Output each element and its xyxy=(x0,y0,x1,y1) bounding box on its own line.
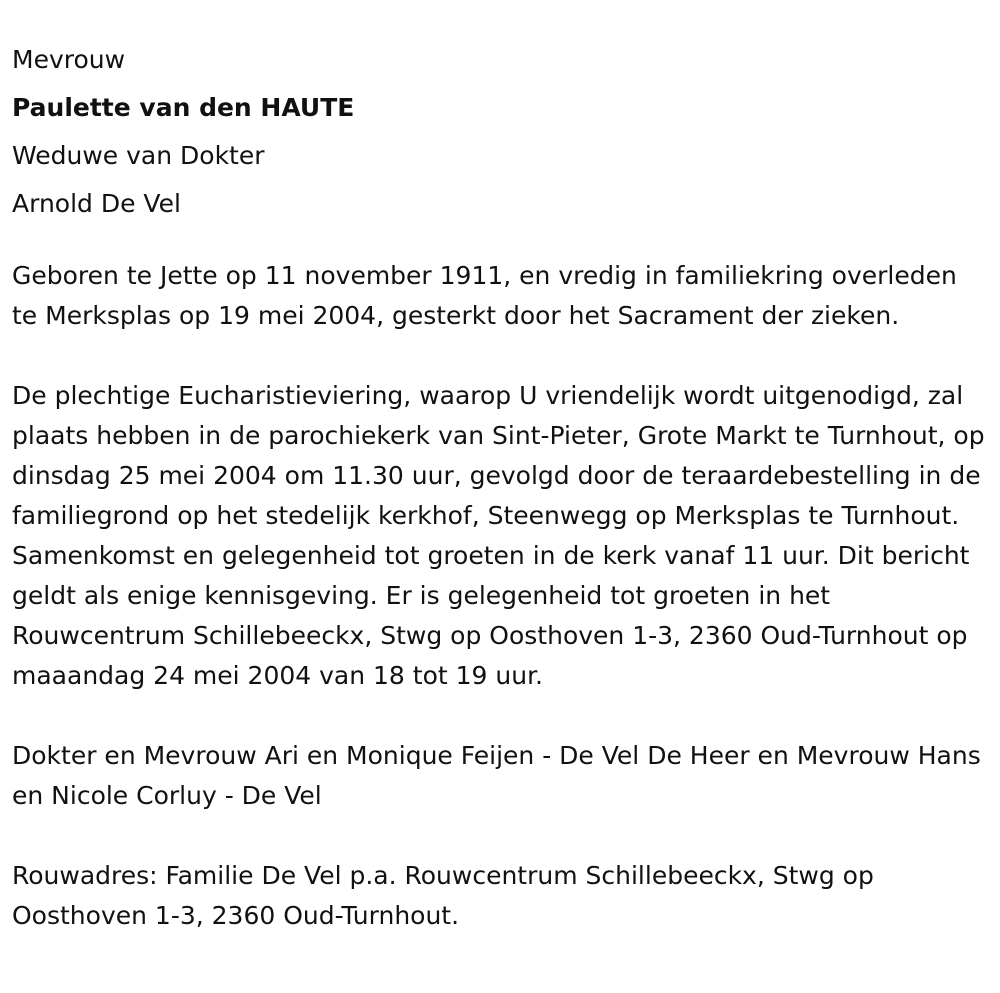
widow-line-1: Weduwe van Dokter xyxy=(12,141,265,170)
salutation: Mevrouw xyxy=(12,45,126,74)
obituary-header xyxy=(12,36,988,228)
family-paragraph: Dokter en Mevrouw Ari en Monique Feijen - De Vel De Heer en Mevrouw Hans en Nicole Corluy - De Vel xyxy=(12,741,981,810)
widow-line-2: Arnold De Vel xyxy=(12,189,181,218)
deceased-name: Paulette van den HAUTE xyxy=(12,93,355,122)
address-paragraph: Rouwadres: Familie De Vel p.a. Rouwcentrum Schillebeeckx, Stwg op Oosthoven 1-3, 2360 Oud-Turnhout. xyxy=(12,861,874,930)
birth-death-paragraph: Geboren te Jette op 11 november 1911, en vredig in familiekring overleden te Merksplas op 19 mei 2004, gesterkt door het Sacrament der zieken. xyxy=(12,261,957,330)
ceremony-paragraph: De plechtige Eucharistieviering, waarop U vriendelijk wordt uitgenodigd, zal plaats hebben in de parochiekerk van Sint-Pieter, Grote Markt te Turnhout, op dinsdag 25 mei 2004 om 11.30 uur, gevolgd door de teraardebestelling in de familiegrond op het stedelijk kerkhof, Steenwegg op Merksplas te Turnhout. Samenkomst en gelegenheid tot groeten in de kerk vanaf 11 uur. Dit bericht geldt als enige kennisgeving. Er is gelegenheid tot groeten in het Rouwcentrum Schillebeeckx, Stwg op Oosthoven 1-3, 2360 Oud-Turnhout op maaandag 24 mei 2004 van 18 tot 19 uur. xyxy=(12,381,985,690)
